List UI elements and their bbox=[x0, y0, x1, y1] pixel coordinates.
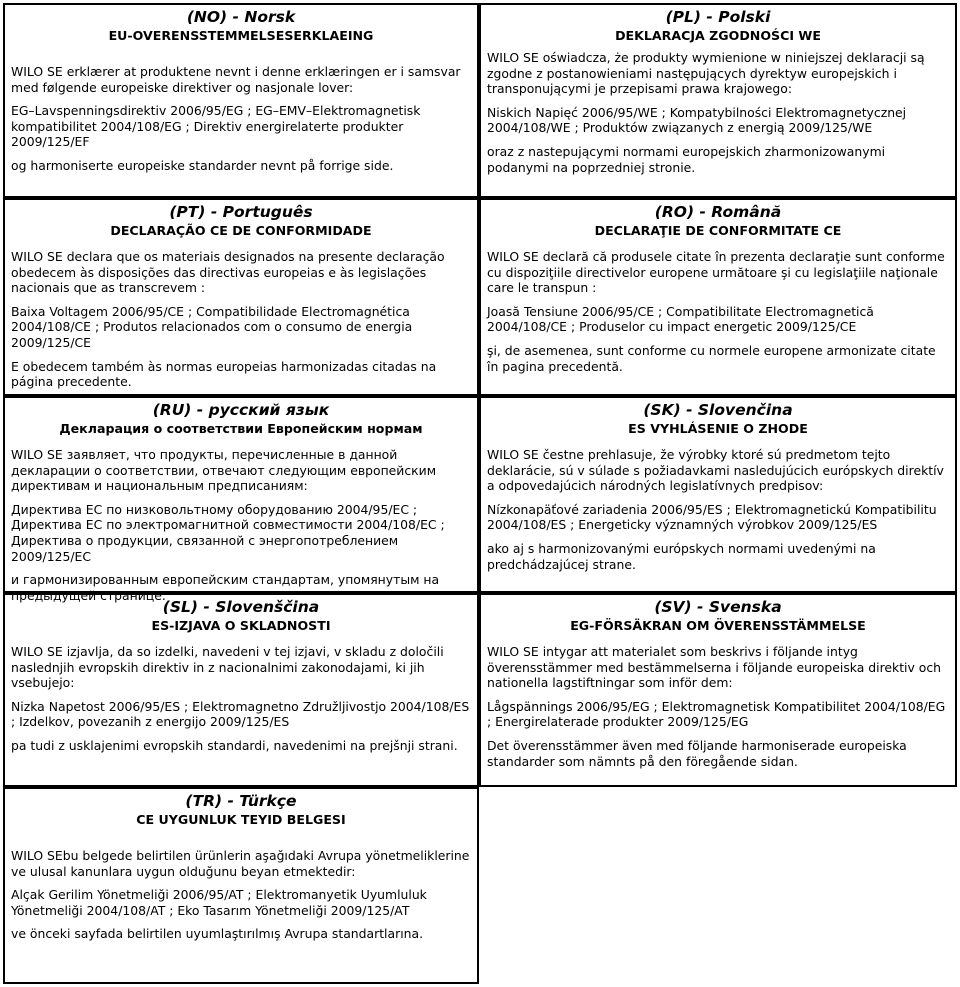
declaration-text: WILO SE declara que os materiais designados na presente declaração obedecem às disposições das directivas europeias e às legislações nacionais que as transcrevem : bbox=[11, 249, 445, 296]
standards-text: şi, de asemenea, sunt conforme cu normele europene armonizate citate în pagina precedentă. bbox=[487, 342, 936, 374]
section-ro bbox=[479, 198, 957, 396]
directives-text: Niskich Napięć 2006/95/WE ; Kompatybilności Elektromagnetycznej 2004/108/WE ; Produktów związanych z energią 2009/125/WE bbox=[487, 104, 907, 136]
section-sk bbox=[479, 396, 957, 593]
declaration-text: WILO SE oświadcza, że produkty wymienione w niniejszej deklaracji są zgodne z postanowieniami następujących dyrektyw europejskich i transponującymi je przepisami prawa krajowego: bbox=[487, 50, 925, 97]
section-heading: DEKLARACJA ZGODNOŚCI WE bbox=[615, 28, 821, 43]
declaration-text: WILO SE izjavlja, da so izdelki, navedeni v tej izjavi, v skladu z določili naslednjih evropskih direktiv in z nacionalnimi zakonodajami, ki jih vsebujejo: bbox=[11, 644, 444, 691]
section-ru bbox=[3, 396, 479, 603]
directives-text: EG–Lavspenningsdirektiv 2006/95/EG ; EG–EMV–Elektromagnetisk kompatibilitet 2004/108/EG ; Direktiv energirelaterte produkter 2009/125/EF bbox=[11, 103, 421, 150]
section-heading: ES-IZJAVA O SKLADNOSTI bbox=[151, 618, 331, 633]
language-title: (PT) - Português bbox=[169, 203, 313, 221]
section-sv bbox=[479, 593, 957, 787]
declaration-text: WILO SEbu belgede belirtilen ürünlerin aşağıdaki Avrupa yönetmeliklerine ve ulusal kanunlara uygun olduğunu beyan etmektedir: bbox=[11, 848, 470, 879]
declaration-text: WILO SE intygar att materialet som beskrivs i följande intyg överensstämmer med bestämmelserna i följande europeiska direktiv och nationella lagstiftningar som inför dem: bbox=[487, 644, 942, 691]
standards-text: и гармонизированным европейским стандартам, упомянутым на предыдущей странице. bbox=[11, 572, 440, 603]
section-heading: CE UYGUNLUK TEYID BELGESI bbox=[136, 812, 346, 827]
section-heading: DECLARAŢIE DE CONFORMITATE CE bbox=[594, 223, 842, 238]
declaration-text: WILO SE čestne prehlasuje, že výrobky ktoré sú predmetom tejto deklarácie, sú v súlade s požiadavkami nasledujúcich európskych direktív a odpovedajúcich národných legislatívnych predpisov: bbox=[487, 447, 944, 494]
language-title: (NO) - Norsk bbox=[186, 8, 296, 26]
section-heading: ES VYHLÁSENIE O ZHODE bbox=[628, 421, 808, 436]
directives-text: Baixa Voltagem 2006/95/CE ; Compatibilidade Electromagnética 2004/108/CE ; Produtos relacionados com o consumo de energia 2009/125/CE bbox=[11, 303, 413, 350]
language-title: (SL) - Slovenščina bbox=[162, 598, 320, 616]
directives-text: Lågspännings 2006/95/EG ; Elektromagnetisk Kompatibilitet 2004/108/EG ; Energirelaterade produkter 2009/125/EG bbox=[487, 698, 946, 730]
standards-text: oraz z nastepującymi normami europejskich zharmonizowanymi podanymi na poprzedniej stronie. bbox=[487, 143, 886, 175]
declaration-text: WILO SE declară că produsele citate în prezenta declaraţie sunt conforme cu dispoziţiile directivelor europene următoare şi cu legislaţiile naţionale care le transpun : bbox=[487, 249, 945, 296]
standards-text: Det överensstämmer även med följande harmoniserade europeiska standarder som nämnts på den föregående sidan. bbox=[487, 737, 907, 769]
section-no bbox=[3, 3, 479, 198]
declaration-grid bbox=[3, 3, 957, 984]
language-title: (RU) - русский язык bbox=[152, 401, 330, 419]
section-sl bbox=[3, 593, 479, 787]
language-title: (PL) - Polski bbox=[665, 8, 771, 26]
section-pl bbox=[479, 3, 957, 198]
language-title: (SV) - Svenska bbox=[654, 598, 782, 616]
standards-text: E obedecem também às normas europeias harmonizadas citadas na página precedente. bbox=[11, 358, 437, 390]
standards-text: og harmoniserte europeiske standarder nevnt på forrige side. bbox=[11, 157, 394, 173]
directives-text: Nizka Napetost 2006/95/ES ; Elektromagnetno Združljivostjo 2004/108/ES ; Izdelkov, povezanih z energijo 2009/125/ES bbox=[11, 698, 470, 730]
standards-text: ve önceki sayfada belirtilen uyumlaştırılmış Avrupa standartlarına. bbox=[11, 926, 424, 942]
section-heading: DECLARAÇÃO CE DE CONFORMIDADE bbox=[110, 223, 372, 238]
language-title: (SK) - Slovenčina bbox=[643, 401, 793, 419]
standards-text: ako aj s harmonizovanými európskych normami uvedenými na predchádzajúcej strane. bbox=[487, 540, 876, 572]
declaration-text: WILO SE заявляет, что продукты, перечисленные в данной декларации о соответствии, отвечают следующим европейским директивам и национальным предписаниям: bbox=[11, 447, 437, 494]
language-title: (RO) - Română bbox=[654, 203, 782, 221]
section-pt bbox=[3, 198, 479, 396]
language-title: (TR) - Türkçe bbox=[185, 792, 297, 810]
directives-text: Alçak Gerilim Yönetmeliği 2006/95/AT ; Elektromanyetik Uyumluluk Yönetmeliği 2004/108/AT ; Eko Tasarım Yönetmeliği 2009/125/AT bbox=[11, 887, 427, 918]
standards-text: pa tudi z usklajenimi evropskih standardi, navedenimi na prejšnji strani. bbox=[11, 737, 458, 753]
declaration-text: WILO SE erklærer at produktene nevnt i denne erklæringen er i samsvar med følgende europeiske direktiver og nasjonale lover: bbox=[11, 64, 461, 95]
section-heading: EU-OVERENSSTEMMELSESERKLAEING bbox=[108, 28, 374, 43]
directives-text: Nízkonapäťové zariadenia 2006/95/ES ; Elektromagnetickú Kompatibilitu 2004/108/ES ; Energeticky významných výrobkov 2009/125/ES bbox=[487, 501, 937, 533]
section-heading: Декларация о соответствии Европейским нормам bbox=[59, 421, 423, 436]
directives-text: Joasă Tensiune 2006/95/CE ; Compatibilitate Electromagnetică 2004/108/CE ; Produselor cu impact energetic 2009/125/CE bbox=[487, 303, 874, 335]
section-heading: EG-FÖRSÄKRAN OM ÖVERENSSTÄMMELSE bbox=[570, 618, 866, 633]
section-tr bbox=[3, 787, 479, 984]
directives-text: Директива ЕС по низковольтному оборудованию 2004/95/EC ; Директива ЕС по электромагнитной совместимости 2004/108/EC ; Директива о продукции, связанной с энергопотреблением 2009/125/EC bbox=[11, 501, 445, 564]
